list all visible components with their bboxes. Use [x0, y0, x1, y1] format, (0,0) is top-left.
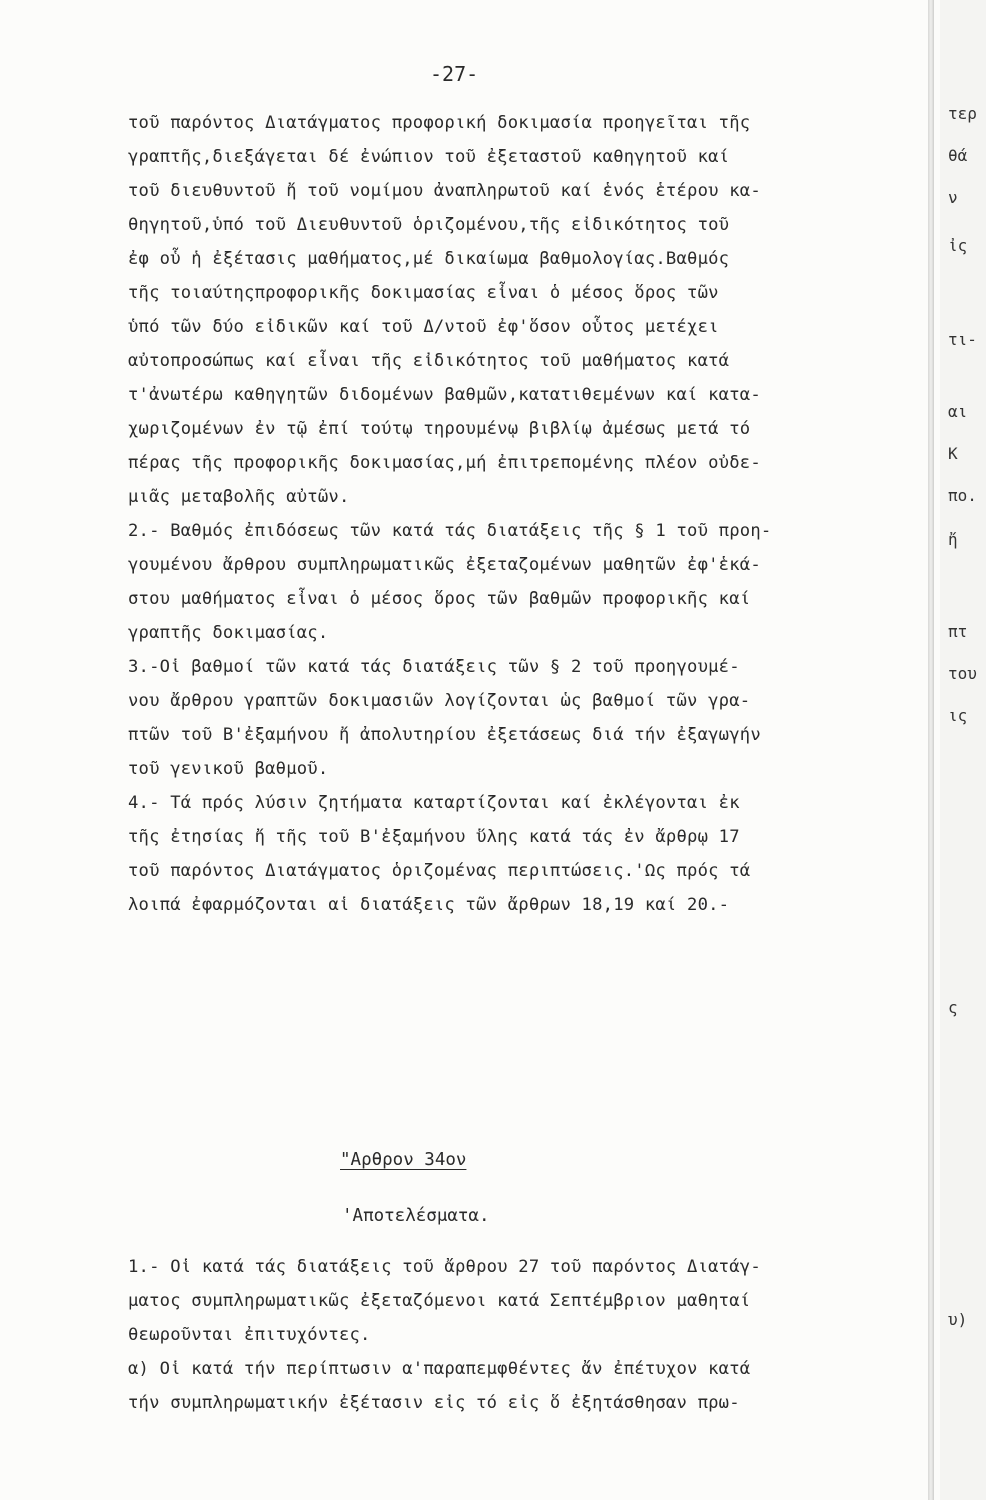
text-line: τοῦ παρόντος Διατάγματος ὁριζομένας περιπτώσεις.'Ως πρός τά: [128, 861, 751, 881]
margin-fragment: ἰς: [948, 236, 968, 255]
paragraph-2-line: 2.- Βαθμός ἐπιδόσεως τῶν κατά τάς διατάξεις τῆς § 1 τοῦ προη-: [128, 521, 772, 541]
text-line: πτῶν τοῦ Β'ἐξαμήνου ἤ ἀπολυτηρίου ἐξετάσεως διά τήν ἐξαγωγήν: [128, 725, 761, 745]
margin-fragment: πο.: [948, 486, 977, 505]
margin-fragment: υ): [948, 1310, 968, 1329]
margin-fragment: ἤ: [948, 530, 958, 549]
text-line: αὐτοπροσώπως καί εἶναι τῆς εἰδικότητος τοῦ μαθήματος κατά: [128, 351, 730, 371]
text-line: τοῦ διευθυντοῦ ἤ τοῦ νομίμου ἀναπληρωτοῦ καί ἑνός ἑτέρου κα-: [128, 181, 761, 201]
text-line: στου μαθήματος εἶναι ὁ μέσος ὅρος τῶν βαθμῶν προφορικῆς καί: [128, 589, 751, 609]
text-line: λοιπά ἐφαρμόζονται αἱ διατάξεις τῶν ἄρθρων 18,19 καί 20.-: [128, 895, 730, 915]
text-line: ματος συμπληρωματικῶς ἐξεταζόμενοι κατά Σεπτέμβριον μαθηταί: [128, 1291, 751, 1311]
text-line: γραπτῆς δοκιμασίας.: [128, 623, 329, 643]
text-line: θεωροῦνται ἐπιτυχόντες.: [128, 1325, 371, 1345]
text-line: γραπτῆς,διεξάγεται δέ ἐνώπιον τοῦ ἐξεταστοῦ καθηγητοῦ καί: [128, 147, 730, 167]
margin-fragment: αι: [948, 402, 968, 421]
text-line: 1.- Οἱ κατά τάς διατάξεις τοῦ ἄρθρου 27 τοῦ παρόντος Διατάγ-: [128, 1257, 761, 1277]
right-margin-strip: [940, 0, 986, 1500]
text-line: θηγητοῦ,ὑπό τοῦ Διευθυντοῦ ὁριζομένου,τῆς εἰδικότητος τοῦ: [128, 215, 730, 235]
text-line: νου ἄρθρου γραπτῶν δοκιμασιῶν λογίζονται ὡς βαθμοί τῶν γρα-: [128, 691, 751, 711]
margin-fragment: τερ: [948, 104, 977, 123]
paragraph-4-line: 4.- Τά πρός λύσιν ζητήματα καταρτίζονται καί ἐκλέγονται ἐκ: [128, 793, 740, 813]
text-line: τῆς τοιαύτηςπροφορικῆς δοκιμασίας εἶναι ὁ μέσος ὅρος τῶν: [128, 283, 719, 303]
margin-fragment: του: [948, 664, 977, 683]
margin-fragment: θά: [948, 146, 968, 165]
page-number: -27-: [430, 62, 479, 86]
text-line: μιᾶς μεταβολῆς αὐτῶν.: [128, 487, 350, 507]
text-line: α) Οἱ κατά τήν περίπτωσιν α'παραπεμφθέντες ἄν ἐπέτυχον κατά: [128, 1359, 751, 1379]
paragraph-3-line: 3.-Οἱ βαθμοί τῶν κατά τάς διατάξεις τῶν § 2 τοῦ προηγουμέ-: [128, 657, 740, 677]
margin-fragment: ις: [948, 706, 968, 725]
text-line: γουμένου ἄρθρου συμπληρωματικῶς ἐξεταζομένων μαθητῶν ἐφ'ἑκά-: [128, 555, 761, 575]
margin-fragment: ν: [948, 188, 958, 207]
text-line: ἐφ οὗ ἡ ἐξέτασις μαθήματος,μέ δικαίωμα βαθμολογίας.Βαθμός: [128, 249, 730, 269]
text-line: τήν συμπληρωματικήν ἐξέτασιν εἰς τό εἰς ὅ ἐξητάσθησαν πρω-: [128, 1393, 740, 1413]
margin-fragment: ς: [948, 998, 958, 1017]
text-line: ὑπό τῶν δύο εἰδικῶν καί τοῦ Δ/ντοῦ ἐφ'ὅσον οὗτος μετέχει: [128, 317, 719, 337]
margin-fragment: πτ: [948, 622, 968, 641]
article-heading: "Αρθρον 34ον: [340, 1150, 467, 1170]
text-line: πέρας τῆς προφορικῆς δοκιμασίας,μή ἐπιτρεπομένης πλέον οὐδε-: [128, 453, 761, 473]
text-line: τοῦ γενικοῦ βαθμοῦ.: [128, 759, 329, 779]
article-body: [128, 1250, 918, 1420]
text-line: τοῦ παρόντος Διατάγματος προφορική δοκιμασία προηγεῖται τῆς: [128, 113, 751, 133]
margin-fragment: τι-: [948, 330, 977, 349]
binding-shadow: [928, 0, 934, 1500]
article-subtitle: 'Αποτελέσματα.: [342, 1206, 490, 1226]
margin-fragment: Κ: [948, 444, 958, 463]
body-text: [128, 106, 918, 922]
text-line: τ'ἀνωτέρω καθηγητῶν διδομένων βαθμῶν,κατατιθεμένων καί κατα-: [128, 385, 761, 405]
text-line: τῆς ἐτησίας ἤ τῆς τοῦ Β'ἐξαμήνου ὕλης κατά τάς ἐν ἄρθρῳ 17: [128, 827, 740, 847]
text-line: χωριζομένων ἐν τῷ ἐπί τούτῳ τηρουμένῳ βιβλίῳ ἀμέσως μετά τό: [128, 419, 751, 439]
